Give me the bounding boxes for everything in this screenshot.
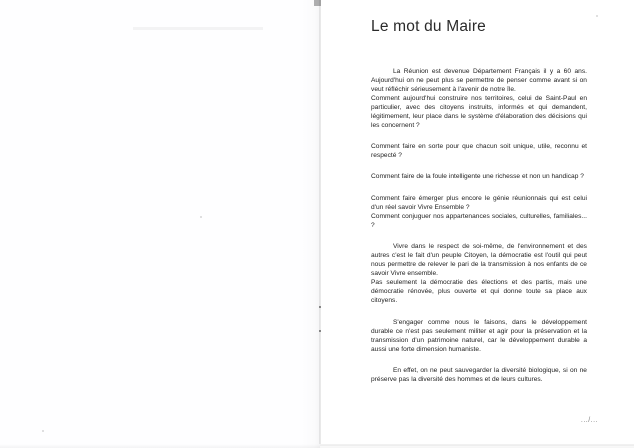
page-gutter-shadow — [300, 0, 320, 448]
scan-speck-artifact — [42, 430, 44, 432]
article-paragraph: Comment faire émerger plus encore le génie réunionnais qui est celui d'un réel savoir Vivre Ensemble ? — [371, 194, 587, 211]
article-paragraph: La Réunion est devenue Département Français il y a 60 ans. Aujourd'hui on ne peut plus se permettre de penser comme avant si on veut réfléchir sérieusement à l'avenir de notre île. — [371, 67, 587, 93]
article — [371, 18, 587, 384]
article-paragraph: Comment faire en sorte pour que chacun soit unique, utile, reconnu et respecté ? — [371, 143, 587, 160]
scan-speck-artifact — [319, 306, 321, 308]
article-paragraph: En effet, on ne peut sauvegarder la diversité biologique, si on ne préserve pas la diversité des hommes et de leurs cultures. — [371, 366, 587, 384]
article-paragraph: Comment aujourd'hui construire nos territoires, celui de Saint-Paul en particulier, avec des citoyens instruits, informés et qui demandent, légitimement, leur place dans le système d'élaboration des décisions qui les concernent ? — [371, 94, 587, 130]
article-paragraph: Vivre dans le respect de soi-même, de l'environnement et des autres c'est le fait d'un peuple Citoyen, la démocratie est l'outil qui peut nous permettre de relever le pari de la transmission à nos enfants de ce savoir Vivre ensemble. — [371, 242, 587, 278]
article-paragraph: S'engager comme nous le faisons, dans le développement durable ce n'est pas seulement militer et agir pour la préservation et la transmission d'un patrimoine naturel, car le développement durable a aussi une forte dimension humaniste. — [371, 318, 587, 353]
scan-bottom-edge-right — [320, 444, 634, 446]
page-gutter-fold — [319, 0, 321, 444]
folio-continuation-marker: .../... — [580, 417, 598, 424]
article-body — [371, 67, 587, 385]
scan-smudge-artifact — [133, 27, 263, 30]
gutter-top-nick-artifact — [314, 0, 321, 6]
scan-speck-artifact — [596, 15, 598, 17]
page-title: Le mot du Maire — [371, 18, 486, 35]
scan-speck-artifact — [319, 330, 321, 332]
article-paragraph: Comment conjuguer nos appartenances sociales, culturelles, familiales... ? — [371, 212, 587, 229]
scan-speck-artifact — [200, 216, 202, 218]
article-paragraph: Pas seulement la démocratie des élections et des partis, mais une démocratie rénovée, plus ouverte et qui donne toute sa place aux citoyens. — [371, 279, 587, 305]
article-paragraph: Comment faire de la foule intelligente une richesse et non un handicap ? — [371, 173, 584, 181]
